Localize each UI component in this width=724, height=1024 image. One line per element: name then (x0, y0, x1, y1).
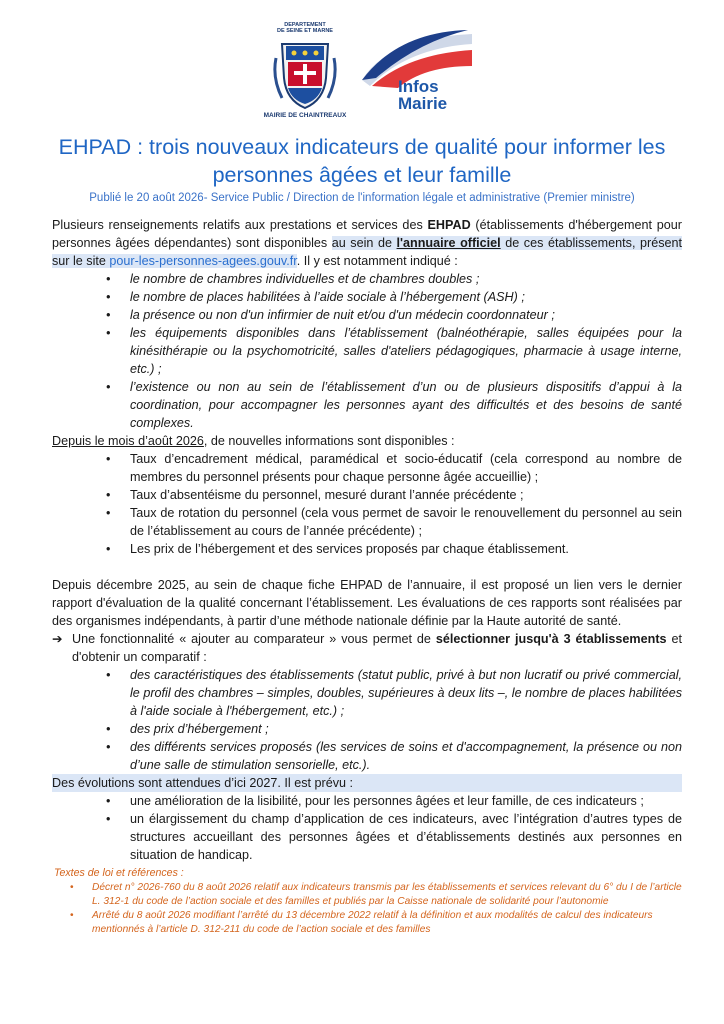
intro-text-1: Plusieurs renseignements relatifs aux prestations et services des (52, 218, 428, 232)
list-item: • des prix d’hébergement ; (130, 720, 682, 738)
list-item: • un élargissement du champ d’application de ces indicateurs, avec l’intégration d’autres types de structures accueillant des personnes âgées et d’établissements destinés aux personnes en situation de handicap. (130, 810, 682, 864)
list-item: • les équipements disponibles dans l’établissement (balnéothérapie, salles équipées pour la kinésithérapie ou la psychomotricité, salles d'ateliers pédagogiques, pharmacie à usage interne, etc.) ; (130, 324, 682, 378)
infos-mairie-text (398, 78, 447, 112)
comparator-text-2: et d'obtenir un comparatif : (72, 632, 682, 664)
list-item: • l’existence ou non au sein de l’établissement d’un ou de plusieurs dispositifs d’appui à la coordination, pour accompagner les personnes ayant des difficultés et des besoins de santé complexes. (130, 378, 682, 432)
site-link[interactable]: pour-les-personnes-agees.gouv.fr (109, 254, 297, 268)
list-item: • le nombre de places habilitées à l’aide sociale à l’hébergement (ASH) ; (130, 288, 682, 306)
intro-text-2: (établissements d'hébergement pour personnes âgées dépendantes) sont disponibles (52, 218, 682, 250)
article-title: EHPAD : trois nouveaux indicateurs de qualité pour informer les personnes âgées et leur famille (58, 135, 666, 187)
list-item: • des caractéristiques des établissements (statut public, privé à but non lucratif ou privé commercial, le profil des chambres – simples, doubles, supérieures à deux lits –, le nombre de places habilitées à l'aide sociale à l'hébergement, etc.) ; (130, 666, 682, 720)
references-heading: Textes de loi et références : (54, 867, 184, 879)
december-paragraph: Depuis décembre 2025, au sein de chaque fiche EHPAD de l’annuaire, il est proposé un lien vers le dernier rapport d'évaluation de la qualité concernant l’établissement. Les évaluations de ces rapports sont réalisées par des organismes indépendants, à partir d’une méthode nationale définie par la Haute autorité de santé. (52, 578, 682, 628)
coat-of-arms-icon (272, 38, 338, 112)
list-info-annuaire (52, 270, 682, 432)
intro-paragraph (52, 216, 682, 270)
since-paragraph (52, 432, 682, 450)
intro-hl-2: de ces établissements, présent sur le site (52, 236, 682, 268)
crest-top-line2: DE SEINE ET MARNE (277, 28, 333, 34)
reference-item[interactable]: • Arrêté du 8 août 2026 modifiant l’arrêté du 13 décembre 2022 relatif à la définition et aux modalités de calcul des indicateurs mentionnés à l’article D. 312-211 du code de l’action sociale et des familles (70, 909, 682, 937)
list-item: • des différents services proposés (les services de soins et d'accompagnement, la présence ou non d’une salle de stimulation sensorielle, etc.). (130, 738, 682, 774)
list-comparatif (52, 666, 682, 774)
article-body (52, 216, 682, 937)
list-evolutions (52, 792, 682, 864)
since-underlined: Depuis le mois d’août 2026 (52, 434, 204, 448)
list-item: • Taux d’absentéisme du personnel, mesuré durant l’année précédente ; (130, 486, 682, 504)
comparator-text-1: Une fonctionnalité « ajouter au comparateur » vous permet de (72, 632, 436, 646)
list-item: • la présence ou non d'un infirmier de nuit et/ou d'un médecin coordonnateur ; (130, 306, 682, 324)
since-rest: , de nouvelles informations sont disponibles : (203, 434, 455, 448)
crest-department-label (262, 22, 348, 34)
arrow-icon: ➔ (52, 632, 63, 646)
list-item: • Taux d’encadrement médical, paramédical et socio-éducatif (cela correspond au nombre de membres du personnel présents pour chaque personne âgée accueillie) ; (130, 450, 682, 486)
list-new-info (52, 450, 682, 558)
evolutions-paragraph: Des évolutions sont attendues d’ici 2027. Il est prévu : (52, 774, 682, 792)
comparator-paragraph (52, 630, 682, 666)
reference-item[interactable]: • Décret n° 2026-760 du 8 août 2026 relatif aux indicateurs transmis par les établissements et services relevant du 6° du I de l’article L. 312-1 du code de l’action sociale et des familles et publiés par la Caisse nationale de solidarité pour l’autonomie (70, 881, 682, 909)
list-item: • Taux de rotation du personnel (cela vous permet de savoir le renouvellement du personnel au sein de l’établissement au cours de l’année précédente) ; (130, 504, 682, 540)
list-item: • une amélioration de la lisibilité, pour les personnes âgées et leur famille, de ces indicateurs ; (130, 792, 682, 810)
article-subtitle: Publié le 20 août 2026- Service Public / Direction de l'information légale et administrative (Premier ministre) (89, 192, 635, 204)
crest-mairie-label: MAIRIE DE CHAINTREAUX (263, 112, 347, 119)
infos-mairie-logo (358, 28, 474, 118)
municipal-crest-logo (262, 22, 348, 122)
comparator-bold: sélectionner jusqu'à 3 établissements (435, 632, 667, 646)
list-item: • Les prix de l’hébergement et des services proposés par chaque établissement. (130, 540, 682, 558)
intro-text-3: . Il y est notamment indiqué : (296, 254, 458, 268)
crest-top-line1: DEPARTEMENT (284, 22, 326, 28)
intro-hl-1: au sein de (331, 236, 397, 250)
references-list (52, 881, 682, 937)
infos-line1: Infos (398, 77, 439, 96)
list-item: • le nombre de chambres individuelles et de chambres doubles ; (130, 270, 682, 288)
annuaire-link[interactable]: l'annuaire officiel (396, 236, 501, 250)
infos-line2: Mairie (398, 94, 448, 113)
intro-ehpad: EHPAD (427, 218, 471, 232)
